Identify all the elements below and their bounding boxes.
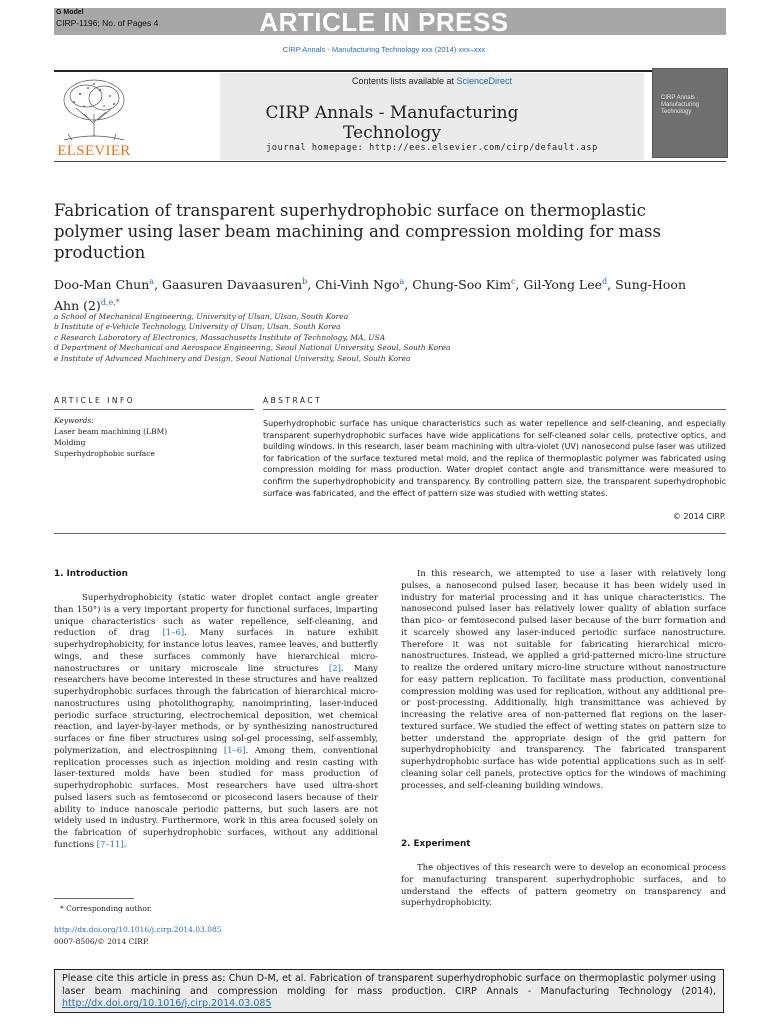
keyword-item: Molding xyxy=(54,438,86,447)
paragraph-text: Superhydrophobicity (static water droplet contact angle greater than 150°) is a very important property for functional surfaces, imparting unique characteristics such as water repellence, self-cleaning, and reduction of drag xyxy=(54,593,378,639)
keyword-list xyxy=(54,426,167,459)
author-affiliation-marker[interactable]: d xyxy=(602,277,608,286)
reference-link[interactable]: [2] xyxy=(328,663,341,674)
abstract-bottom-rule xyxy=(54,533,726,534)
journal-citation-line[interactable]: CIRP Annals - Manufacturing Technology xxx (2014) xxx–xxx xyxy=(282,45,486,54)
g-model-label: G Model xyxy=(56,9,84,16)
affiliation-list xyxy=(54,312,694,364)
author-name: Doo-Man Chun xyxy=(54,277,150,293)
introduction-heading: 1. Introduction xyxy=(54,569,128,579)
paragraph-text: . xyxy=(123,839,127,850)
article-title: Fabrication of transparent superhydrophobic surface on thermoplastic polymer using laser beam machining and compression molding for mass production xyxy=(54,201,661,262)
experiment-heading: 2. Experiment xyxy=(401,839,471,849)
author-list: Doo-Man Chun$^a$, Gaasuren Davaasuren$^b$, Chi-Vinh Ngo$^a$, Chung-Soo Kim$^c$, Gil-Yong Lee$^d$, Sung-Hoon Ahn $(2)^{d,e,*}$ xyxy=(54,277,687,314)
introduction-right-column: In this research, we attempted to use a laser with relatively long pulses, a nanosecond pulsed laser, because it has been widely used in industry for material processing and it has unique characteristics. The nanosecond pulsed laser has relatively lower quality of ablation surface than pico- or femtosecond pulsed laser because of the burr formation and it scarcely showed any laser-induced periodic surface nanostructure. Therefore it was not suitable for fabricating hierarchical micro-nanostructures. Instead, we applied a grid-patterned micro-line structure to realize the ordered unitary micro-line structure without nanostructure for easy pattern replication. To facilitate mass production, conventional compression molding was used for replication, without any additional pre- or post-processing. Additionally, high transmittance was achieved by increasing the relative area of non-patterned flat regions on the laser-textured surface. We studied the effect of wetting states on pattern size to better understand the appropriate design of the grid pattern for superhydrophobicity and transparency. The fabricated transparent superhydrophobic surface has wide potential applications such as in self-cleaning solar cell panels, protective optics for the windows of machining processes, and self-cleaning building windows. xyxy=(401,569,726,791)
affiliation-item: b Institute of e-Vehicle Technology, University of Ulsan, Ulsan, South Korea xyxy=(54,322,341,332)
affiliation-item: d Department of Mechanical and Aerospace Engineering, Seoul National University, Seoul, South Korea xyxy=(54,343,451,353)
paragraph-text: . Many researchers have become interested in these structures and have realized superhydrophobic surfaces through the fabrication of hierarchical micro-nanostructures using photolithography, nanoimprinting, laser-induced periodic surface structuring, electrochemical deposition, wet chemical reaction, and layer-by-layer methods, or by synthesizing nanostructured surfaces or fine fiber structures using sol-gel processing, self-assembly, polymerization, and electrospinning xyxy=(54,663,378,756)
header-top-rule xyxy=(54,70,726,72)
author-name: Sung-Hoon Ahn (2) xyxy=(54,277,687,314)
abstract-rule xyxy=(263,409,726,410)
journal-homepage[interactable]: journal homepage: http://ees.elsevier.com/cirp/default.asp xyxy=(266,143,598,153)
reference-link[interactable]: [7–11] xyxy=(96,839,124,850)
reference-link[interactable]: [1–6] xyxy=(223,745,246,756)
journal-cover-thumbnail[interactable] xyxy=(652,68,728,158)
author-affiliation-marker[interactable]: a xyxy=(399,277,405,286)
experiment-paragraph: The objectives of this research were to develop an economical process for manufacturing transparent superhydrophobic surfaces, and to understand the effects of pattern geometry on transparency and superhydrophobicity. xyxy=(401,863,726,909)
paragraph-text: . Many surfaces in nature exhibit superhydrophobicity, for instance lotus leaves, ramee leaves, and butterfly wings, and these surfaces commonly have hierarchical micro-nanostructures or unitary microscale line structures xyxy=(54,628,378,674)
affiliation-item: a School of Mechanical Engineering, University of Ulsan, Ulsan, South Korea xyxy=(54,312,349,321)
document-id: CIRP-1196; No. of Pages 4 xyxy=(56,18,159,28)
article-info-rule xyxy=(54,409,254,410)
reference-link[interactable]: [1–6] xyxy=(162,628,185,639)
sciencedirect-link[interactable]: ScienceDirect xyxy=(456,76,513,86)
citation-text: Please cite this article in press as: Chun D-M, et al. Fabrication of transparent superhydrophobic surface on thermoplastic polymer using laser beam machining and compression molding for mass production. CIRP Annals - Manufacturing Technology (2014), xyxy=(62,973,716,997)
citation-doi-link[interactable]: http://dx.doi.org/10.1016/j.cirp.2014.03.085 xyxy=(62,998,272,1009)
introduction-left-column xyxy=(54,593,378,852)
author-affiliation-marker[interactable]: d,e,* xyxy=(100,298,120,308)
author-name: Chung-Soo Kim xyxy=(412,277,511,293)
cover-title: CIRP Annals · Manufacturing Technology xyxy=(661,95,700,115)
keyword-item: Superhydrophobic surface xyxy=(54,449,155,458)
header-bottom-rule xyxy=(54,161,726,162)
abstract-text: Superhydrophobic surface has unique characteristics such as water repellence and self-cleaning, and especially transparent superhydrophobic surfaces have wide applications for self-cleaned solar cells, protective optics, and building windows. In this research, laser beam machining with ultra-violet (UV) nanosecond pulse laser was utilized for fabrication of the surface textured metal mold, and the replica of thermoplastic polymer was fabricated using compression molding for mass production. Water droplet contact angle and transmittance were measured to confirm the superhydrophobicity and transparency. By controlling pattern size, the transparent superhydrophobic surface was fabricated, and the effect of pattern size was studied with wetting states. xyxy=(263,419,726,498)
paragraph-text: . Among them, conventional replication processes such as injection molding and resin casting with laser-textured molds have been studied for mass production of superhydrophobic surfaces. Most researchers have used ultra-short pulsed lasers such as femtosecond or picosecond lasers because of their ability to induce nanoscale periodic patterns, but such lasers are not widely used in industry. Furthermore, work in this area focused solely on the fabrication of superhydrophobic surfaces, without any additional functions xyxy=(54,745,378,850)
affiliation-item: c Research Laboratory of Electronics, Massachusetts Institute of Technology, MA, USA xyxy=(54,332,386,342)
journal-title: CIRP Annals - Manufacturing Technology xyxy=(265,103,519,143)
author-affiliation-marker[interactable]: b xyxy=(302,277,308,286)
author-affiliation-marker[interactable]: a xyxy=(149,277,155,286)
keywords-label: Keywords: xyxy=(54,416,94,425)
contents-prefix: Contents lists available at xyxy=(351,76,457,86)
article-info-heading: ARTICLE INFO xyxy=(54,396,136,405)
abstract-copyright: © 2014 CIRP. xyxy=(672,512,726,521)
footnote-rule xyxy=(54,898,134,899)
corresponding-author-footnote: * Corresponding author. xyxy=(60,904,153,913)
author-name: Gil-Yong Lee xyxy=(523,277,603,293)
abstract-heading: ABSTRACT xyxy=(263,396,323,405)
affiliation-item: e Institute of Advanced Machinery and Design, Seoul National University, Seoul, South Korea xyxy=(54,353,411,363)
author-affiliation-marker[interactable]: c xyxy=(510,277,516,286)
keyword-item: Laser beam machining (LBM) xyxy=(54,427,168,436)
doi-link[interactable]: http://dx.doi.org/10.1016/j.cirp.2014.03.085 xyxy=(54,925,222,934)
author-name: Gaasuren Davaasuren xyxy=(162,277,303,293)
issn-line: 0007-8506/© 2014 CIRP. xyxy=(54,937,149,946)
article-in-press-title: ARTICLE IN PRESS xyxy=(259,7,509,37)
author-name: Chi-Vinh Ngo xyxy=(315,277,400,293)
citation-notice-box xyxy=(54,969,724,1013)
elsevier-wordmark: ELSEVIER xyxy=(57,143,131,159)
contents-line xyxy=(220,76,644,86)
